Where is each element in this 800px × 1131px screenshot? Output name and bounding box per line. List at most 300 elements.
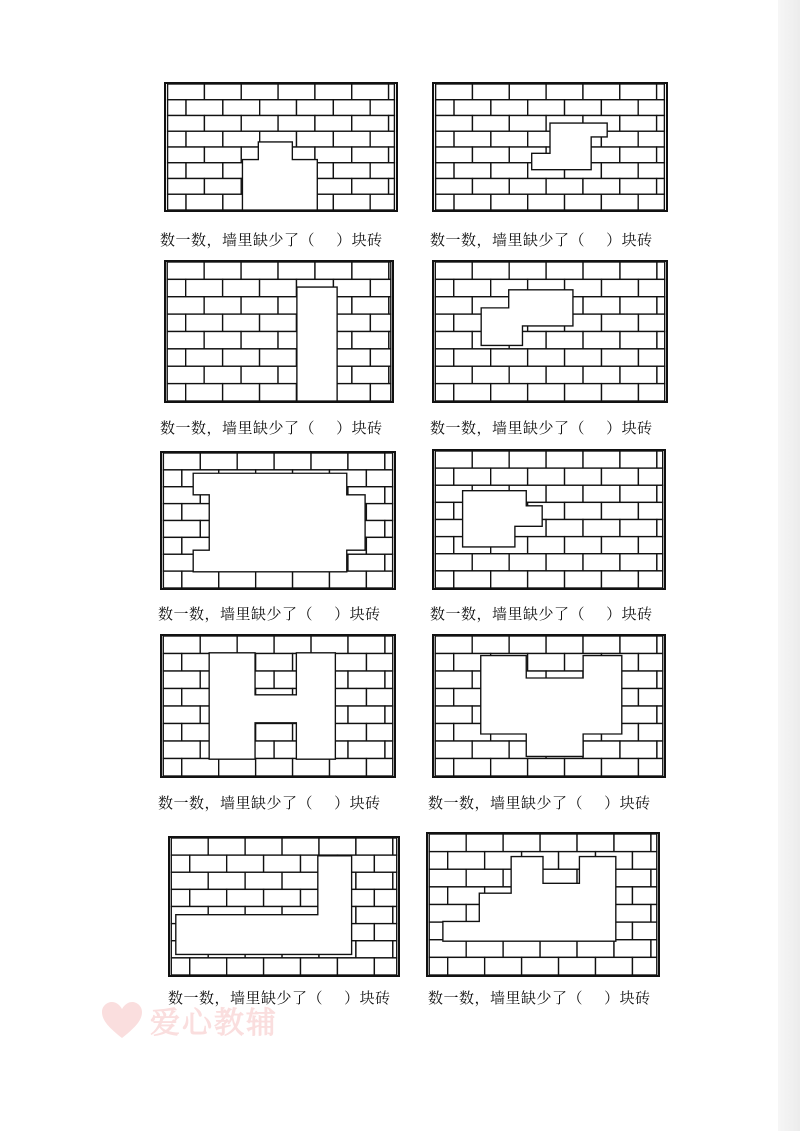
- brick: [448, 957, 485, 975]
- brick: [472, 116, 509, 132]
- brick: [366, 470, 392, 487]
- brick: [278, 84, 315, 100]
- brick: [319, 838, 356, 855]
- brick: [370, 100, 394, 116]
- brick: [657, 366, 665, 383]
- brick: [620, 116, 657, 132]
- brick: [614, 940, 651, 958]
- brick: [389, 262, 391, 279]
- brick: [509, 179, 546, 195]
- brick: [657, 332, 665, 349]
- brick: [540, 940, 577, 958]
- brick: [577, 940, 614, 958]
- brick: [601, 537, 638, 554]
- brick: [448, 852, 485, 870]
- brick: [657, 706, 663, 724]
- brick: [632, 922, 656, 940]
- brick: [370, 384, 390, 401]
- brick: [485, 957, 522, 975]
- brick: [167, 332, 204, 349]
- brick: [163, 504, 181, 521]
- brick-wall-10: [426, 832, 660, 977]
- brick-wall-1: [164, 82, 398, 212]
- brick: [491, 571, 528, 588]
- brick: [583, 520, 620, 537]
- brick: [389, 147, 395, 163]
- brick: [315, 116, 352, 132]
- brick: [435, 671, 472, 689]
- brick: [528, 537, 565, 554]
- brick: [583, 485, 620, 502]
- brick: [168, 84, 205, 100]
- brick: [237, 636, 274, 654]
- brick: [657, 179, 665, 195]
- brick: [546, 366, 583, 383]
- brick: [528, 571, 565, 588]
- brick: [472, 366, 509, 383]
- brick: [540, 834, 577, 852]
- brick: [638, 314, 664, 331]
- brick: [657, 262, 665, 279]
- brick: [657, 741, 663, 759]
- brick: [204, 84, 241, 100]
- brick: [366, 537, 392, 554]
- brick: [393, 838, 397, 855]
- brick: [614, 834, 651, 852]
- brick: [435, 502, 453, 519]
- brick: [454, 349, 491, 366]
- brick: [352, 297, 389, 314]
- brick: [352, 116, 389, 132]
- brick: [167, 384, 185, 401]
- brick: [219, 571, 256, 588]
- brick: [620, 262, 657, 279]
- brick: [632, 887, 656, 905]
- brick: [260, 384, 297, 401]
- brick: [352, 179, 389, 195]
- brick: [435, 451, 472, 468]
- brick: [385, 487, 393, 504]
- brick: [565, 571, 602, 588]
- brick: [620, 366, 657, 383]
- brick: [435, 366, 472, 383]
- brick-wall-8: [432, 634, 666, 778]
- brick: [528, 194, 565, 210]
- brick: [583, 262, 620, 279]
- brick: [204, 147, 241, 163]
- brick: [602, 759, 639, 777]
- brick: [638, 759, 662, 777]
- brick: [436, 84, 473, 100]
- brick: [260, 349, 297, 366]
- brick: [546, 179, 583, 195]
- question-text-6: 数一数，墙里缺少了（ ）块砖: [430, 605, 653, 623]
- brick: [436, 194, 454, 210]
- brick-wall-9: [168, 836, 400, 977]
- brick: [370, 279, 390, 296]
- brick: [278, 262, 315, 279]
- brick: [200, 636, 237, 654]
- brick: [208, 872, 245, 889]
- brick: [565, 194, 602, 210]
- brick: [472, 147, 509, 163]
- brick: [163, 636, 200, 654]
- brick: [472, 554, 509, 571]
- brick: [546, 451, 583, 468]
- brick-wall-7: [160, 634, 396, 778]
- brick: [435, 262, 472, 279]
- brick: [204, 297, 241, 314]
- question-text-7: 数一数，墙里缺少了（ ）块砖: [158, 794, 381, 812]
- brick: [374, 958, 396, 975]
- brick: [614, 905, 651, 923]
- brick: [366, 759, 392, 777]
- brick-wall-4: [432, 260, 668, 403]
- brick: [435, 654, 453, 672]
- brick: [223, 349, 260, 366]
- brick: [528, 759, 565, 777]
- brick: [186, 314, 223, 331]
- brick: [528, 384, 565, 401]
- brick: [435, 314, 453, 331]
- watermark-text: 爱心教辅: [150, 1006, 278, 1041]
- brick: [219, 759, 256, 777]
- brick-wall-2: [432, 82, 668, 212]
- brick: [638, 163, 664, 179]
- brick: [333, 163, 370, 179]
- brick: [168, 100, 186, 116]
- brick: [429, 940, 466, 958]
- brick: [366, 689, 392, 707]
- brick: [329, 571, 366, 588]
- brick: [638, 502, 662, 519]
- brick: [385, 636, 393, 654]
- brick: [435, 279, 453, 296]
- brick: [293, 571, 330, 588]
- brick: [163, 671, 200, 689]
- brick: [227, 889, 264, 906]
- brick: [352, 332, 389, 349]
- brick: [583, 554, 620, 571]
- brick: [491, 194, 528, 210]
- brick: [356, 907, 393, 924]
- brick: [472, 179, 509, 195]
- brick: [491, 163, 528, 179]
- brick: [509, 84, 546, 100]
- brick: [356, 941, 393, 958]
- brick: [435, 384, 453, 401]
- brick: [435, 706, 472, 724]
- brick: [167, 366, 204, 383]
- brick: [389, 297, 391, 314]
- brick: [601, 194, 638, 210]
- brick: [577, 834, 614, 852]
- brick: [657, 297, 665, 314]
- brick: [454, 384, 491, 401]
- brick: [297, 100, 334, 116]
- brick: [337, 958, 374, 975]
- brick: [168, 131, 186, 147]
- brick: [356, 838, 393, 855]
- brick: [393, 941, 397, 958]
- brick: [366, 571, 392, 588]
- missing-bricks-gap: [297, 287, 337, 401]
- brick: [620, 297, 657, 314]
- brick: [638, 689, 662, 707]
- brick: [241, 116, 278, 132]
- brick: [333, 279, 370, 296]
- brick: [565, 468, 602, 485]
- brick: [171, 958, 189, 975]
- brick: [282, 838, 319, 855]
- heart-icon: [100, 1000, 144, 1040]
- brick: [620, 451, 657, 468]
- brick: [204, 116, 241, 132]
- question-text-10: 数一数，墙里缺少了（ ）块砖: [428, 989, 651, 1007]
- brick: [311, 453, 348, 470]
- brick: [602, 384, 639, 401]
- brick: [356, 872, 393, 889]
- brick: [182, 759, 219, 777]
- brick: [657, 451, 663, 468]
- brick: [583, 366, 620, 383]
- brick: [429, 905, 466, 923]
- missing-bricks-gap: [193, 473, 365, 572]
- brick: [389, 366, 391, 383]
- brick: [435, 636, 472, 654]
- brick: [651, 940, 657, 958]
- brick: [389, 332, 391, 349]
- brick: [472, 262, 509, 279]
- question-text-9: 数一数，墙里缺少了（ ）块砖: [168, 989, 391, 1007]
- brick: [491, 131, 528, 147]
- brick: [245, 872, 282, 889]
- brick: [370, 314, 390, 331]
- brick: [472, 636, 509, 654]
- brick: [638, 537, 662, 554]
- brick: [256, 759, 293, 777]
- brick: [282, 872, 319, 889]
- brick: [528, 468, 565, 485]
- brick: [330, 759, 367, 777]
- brick: [509, 451, 546, 468]
- brick: [352, 147, 389, 163]
- brick: [528, 100, 565, 116]
- brick: [565, 384, 602, 401]
- brick: [190, 855, 227, 872]
- brick: [293, 759, 330, 777]
- question-text-3: 数一数，墙里缺少了（ ）块砖: [160, 419, 383, 437]
- brick: [472, 84, 509, 100]
- brick: [393, 872, 397, 889]
- brick: [657, 636, 663, 654]
- brick: [204, 179, 241, 195]
- brick: [466, 940, 503, 958]
- brick: [163, 724, 181, 742]
- brick: [454, 131, 491, 147]
- brick: [385, 554, 393, 571]
- brick: [435, 349, 453, 366]
- brick: [245, 838, 282, 855]
- brick: [509, 554, 546, 571]
- brick: [385, 453, 393, 470]
- brick: [297, 131, 334, 147]
- brick: [602, 314, 639, 331]
- brick: [638, 384, 664, 401]
- brick: [208, 838, 245, 855]
- brick: [602, 279, 639, 296]
- brick: [638, 131, 664, 147]
- brick: [333, 131, 370, 147]
- brick: [260, 314, 297, 331]
- brick: [491, 468, 528, 485]
- brick: [638, 194, 664, 210]
- brick: [509, 262, 546, 279]
- brick: [620, 84, 657, 100]
- question-text-8: 数一数，墙里缺少了（ ）块砖: [428, 794, 651, 812]
- brick: [620, 741, 657, 759]
- brick: [565, 100, 602, 116]
- brick: [333, 349, 370, 366]
- brick: [370, 194, 394, 210]
- brick: [657, 671, 663, 689]
- brick: [583, 636, 620, 654]
- brick: [638, 100, 664, 116]
- brick: [168, 163, 186, 179]
- brick: [311, 636, 348, 654]
- brick: [204, 366, 241, 383]
- brick: [436, 131, 454, 147]
- brick: [223, 314, 260, 331]
- brick: [435, 759, 453, 777]
- brick: [315, 262, 352, 279]
- brick: [620, 147, 657, 163]
- brick-wall-5: [160, 451, 396, 590]
- brick: [565, 537, 602, 554]
- brick: [200, 453, 237, 470]
- brick: [436, 147, 473, 163]
- brick: [601, 571, 638, 588]
- brick-wall-6: [432, 449, 666, 590]
- page-edge: [778, 0, 800, 1131]
- brick: [223, 279, 260, 296]
- brick: [241, 366, 278, 383]
- brick: [435, 297, 472, 314]
- brick: [632, 852, 656, 870]
- brick: [256, 571, 293, 588]
- brick: [472, 451, 509, 468]
- brick: [227, 855, 264, 872]
- brick: [167, 297, 204, 314]
- brick: [366, 654, 392, 672]
- brick: [168, 194, 186, 210]
- brick: [237, 453, 274, 470]
- brick: [583, 84, 620, 100]
- brick: [583, 297, 620, 314]
- brick: [171, 872, 208, 889]
- brick: [528, 654, 565, 672]
- brick: [620, 332, 657, 349]
- brick: [638, 279, 664, 296]
- brick: [559, 957, 596, 975]
- brick: [385, 521, 393, 538]
- brick: [546, 84, 583, 100]
- brick: [385, 671, 393, 689]
- brick: [163, 470, 181, 487]
- brick: [370, 163, 394, 179]
- brick: [315, 84, 352, 100]
- brick: [274, 636, 311, 654]
- brick: [167, 279, 185, 296]
- brick: [223, 100, 260, 116]
- brick: [348, 636, 385, 654]
- brick: [657, 485, 663, 502]
- brick: [167, 314, 185, 331]
- brick: [651, 905, 657, 923]
- brick: [565, 349, 602, 366]
- brick: [389, 179, 395, 195]
- brick: [546, 485, 583, 502]
- brick: [274, 453, 311, 470]
- brick: [264, 855, 301, 872]
- brick: [435, 689, 453, 707]
- brick: [657, 520, 663, 537]
- brick: [370, 131, 394, 147]
- brick: [429, 887, 447, 905]
- brick: [435, 571, 453, 588]
- brick: [163, 759, 181, 777]
- brick: [565, 759, 602, 777]
- brick: [163, 453, 200, 470]
- brick: [651, 834, 657, 852]
- brick: [454, 571, 491, 588]
- watermark: [100, 995, 278, 1045]
- brick: [260, 100, 297, 116]
- brick: [601, 163, 638, 179]
- brick: [333, 194, 370, 210]
- brick: [509, 366, 546, 383]
- brick: [638, 724, 662, 742]
- brick: [186, 100, 223, 116]
- brick: [503, 834, 540, 852]
- brick: [348, 453, 385, 470]
- brick: [333, 314, 370, 331]
- brick: [620, 706, 657, 724]
- brick: [168, 147, 205, 163]
- brick: [167, 349, 185, 366]
- brick: [429, 852, 447, 870]
- brick: [352, 84, 389, 100]
- brick: [454, 163, 491, 179]
- brick: [620, 636, 657, 654]
- brick: [509, 636, 546, 654]
- brick: [429, 834, 466, 852]
- brick: [315, 147, 352, 163]
- brick: [528, 349, 565, 366]
- brick: [454, 279, 491, 296]
- brick: [435, 554, 472, 571]
- brick: [348, 741, 385, 759]
- brick: [348, 706, 385, 724]
- brick: [264, 889, 301, 906]
- brick: [583, 332, 620, 349]
- brick: [278, 116, 315, 132]
- brick: [163, 741, 200, 759]
- brick: [620, 554, 657, 571]
- brick: [583, 741, 620, 759]
- brick: [171, 855, 189, 872]
- brick: [491, 100, 528, 116]
